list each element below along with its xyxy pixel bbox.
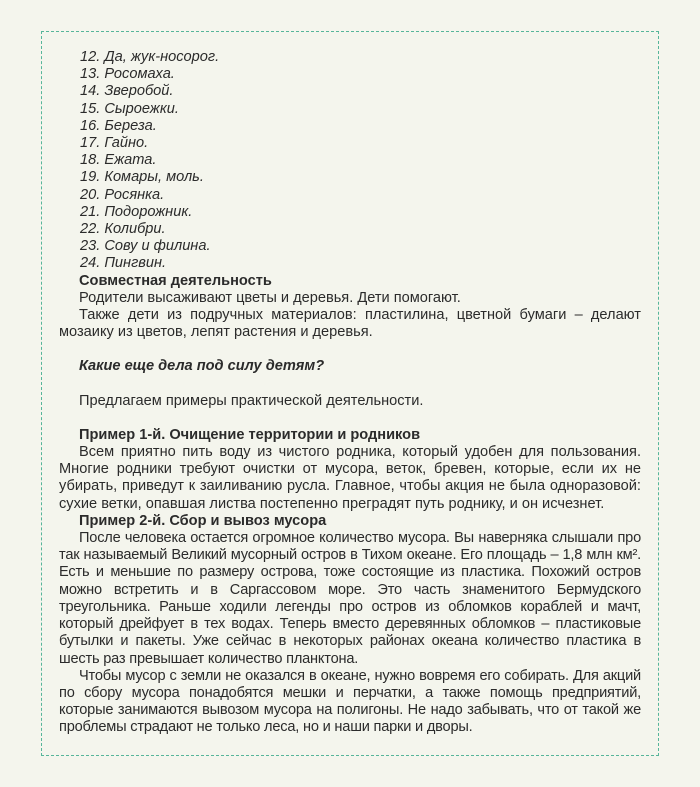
example-2-paragraph-2: Чтобы мусор с земли не оказался в океане, нужно вовремя его собирать. Для акций по сбору мусора понадобятся мешки и перчатки, а также помощь предприятий, которые занимаются вывозом мусора на полигоны. Не надо забывать, что от такой же проблемы страдают не только леса, но и наши парки и дворы. bbox=[59, 667, 641, 736]
example-1-paragraph: Всем приятно пить воду из чистого родника, который удобен для пользования. Многие родники требуют очистки от мусора, веток, бревен, которые, если их не убирать, приведут к заиливанию русла. Главное, чтобы акция не была одноразовой: сухие ветки, опавшая листва постепенно преградят путь роднику, и он исчезнет. bbox=[59, 444, 641, 512]
list-item: 12. Да, жук-носорог. bbox=[80, 49, 220, 65]
list-item: 22. Колибри. bbox=[80, 221, 166, 238]
list-item: 20. Росянка. bbox=[80, 186, 165, 203]
joint-activity-heading: Совместная деятельность bbox=[79, 272, 272, 289]
list-item: 24. Пингвин. bbox=[80, 255, 167, 272]
list-item: 23. Сову и филина. bbox=[80, 238, 211, 255]
page-content bbox=[59, 49, 641, 737]
joint-activity-paragraph-2: Также дети из подручных материалов: пластилина, цветной бумаги – делают мозаику из цветов, лепят растения и деревья. bbox=[59, 307, 641, 341]
answer-list bbox=[59, 49, 641, 273]
list-item: 14. Зверобой. bbox=[80, 83, 174, 100]
list-item: 19. Комары, моль. bbox=[80, 169, 204, 186]
list-item: 18. Ежата. bbox=[80, 152, 157, 169]
joint-activity-paragraph-1: Родители высаживают цветы и деревья. Дети помогают. bbox=[79, 289, 461, 306]
list-item: 16. Береза. bbox=[80, 117, 157, 134]
list-item: 17. Гайно. bbox=[80, 135, 149, 152]
list-item: 15. Сыроежки. bbox=[80, 100, 179, 117]
list-item: 13. Росомаха. bbox=[80, 66, 175, 83]
intro-paragraph: Предлагаем примеры практической деятельности. bbox=[79, 392, 424, 409]
question-heading: Какие еще дела под силу детям? bbox=[79, 358, 325, 375]
example-2-heading: Пример 2-й. Сбор и вывоз мусора bbox=[79, 512, 327, 529]
example-2-paragraph-1: После человека остается огромное количество мусора. Вы наверняка слышали про так называемый Великий мусорный остров в Тихом океане. Его площадь – 1,8 млн км². Есть и меньшие по размеру острова, тоже состоящие из пластика. Похожий остров можно встретить и в Саргассовом море. Это часть знаменитого Бермудского треугольника. Раньше ходили легенды про остров из обломков кораблей и мачт, который дрейфует в тех водах. Теперь вместо деревянных обломков – пластиковые бутылки и пакеты. Уже сейчас в некоторых районах океана количество пластика в шесть раз превышает количество планктона. bbox=[59, 530, 641, 667]
example-1-heading: Пример 1-й. Очищение территории и родников bbox=[79, 426, 421, 443]
list-item: 21. Подорожник. bbox=[80, 203, 193, 220]
